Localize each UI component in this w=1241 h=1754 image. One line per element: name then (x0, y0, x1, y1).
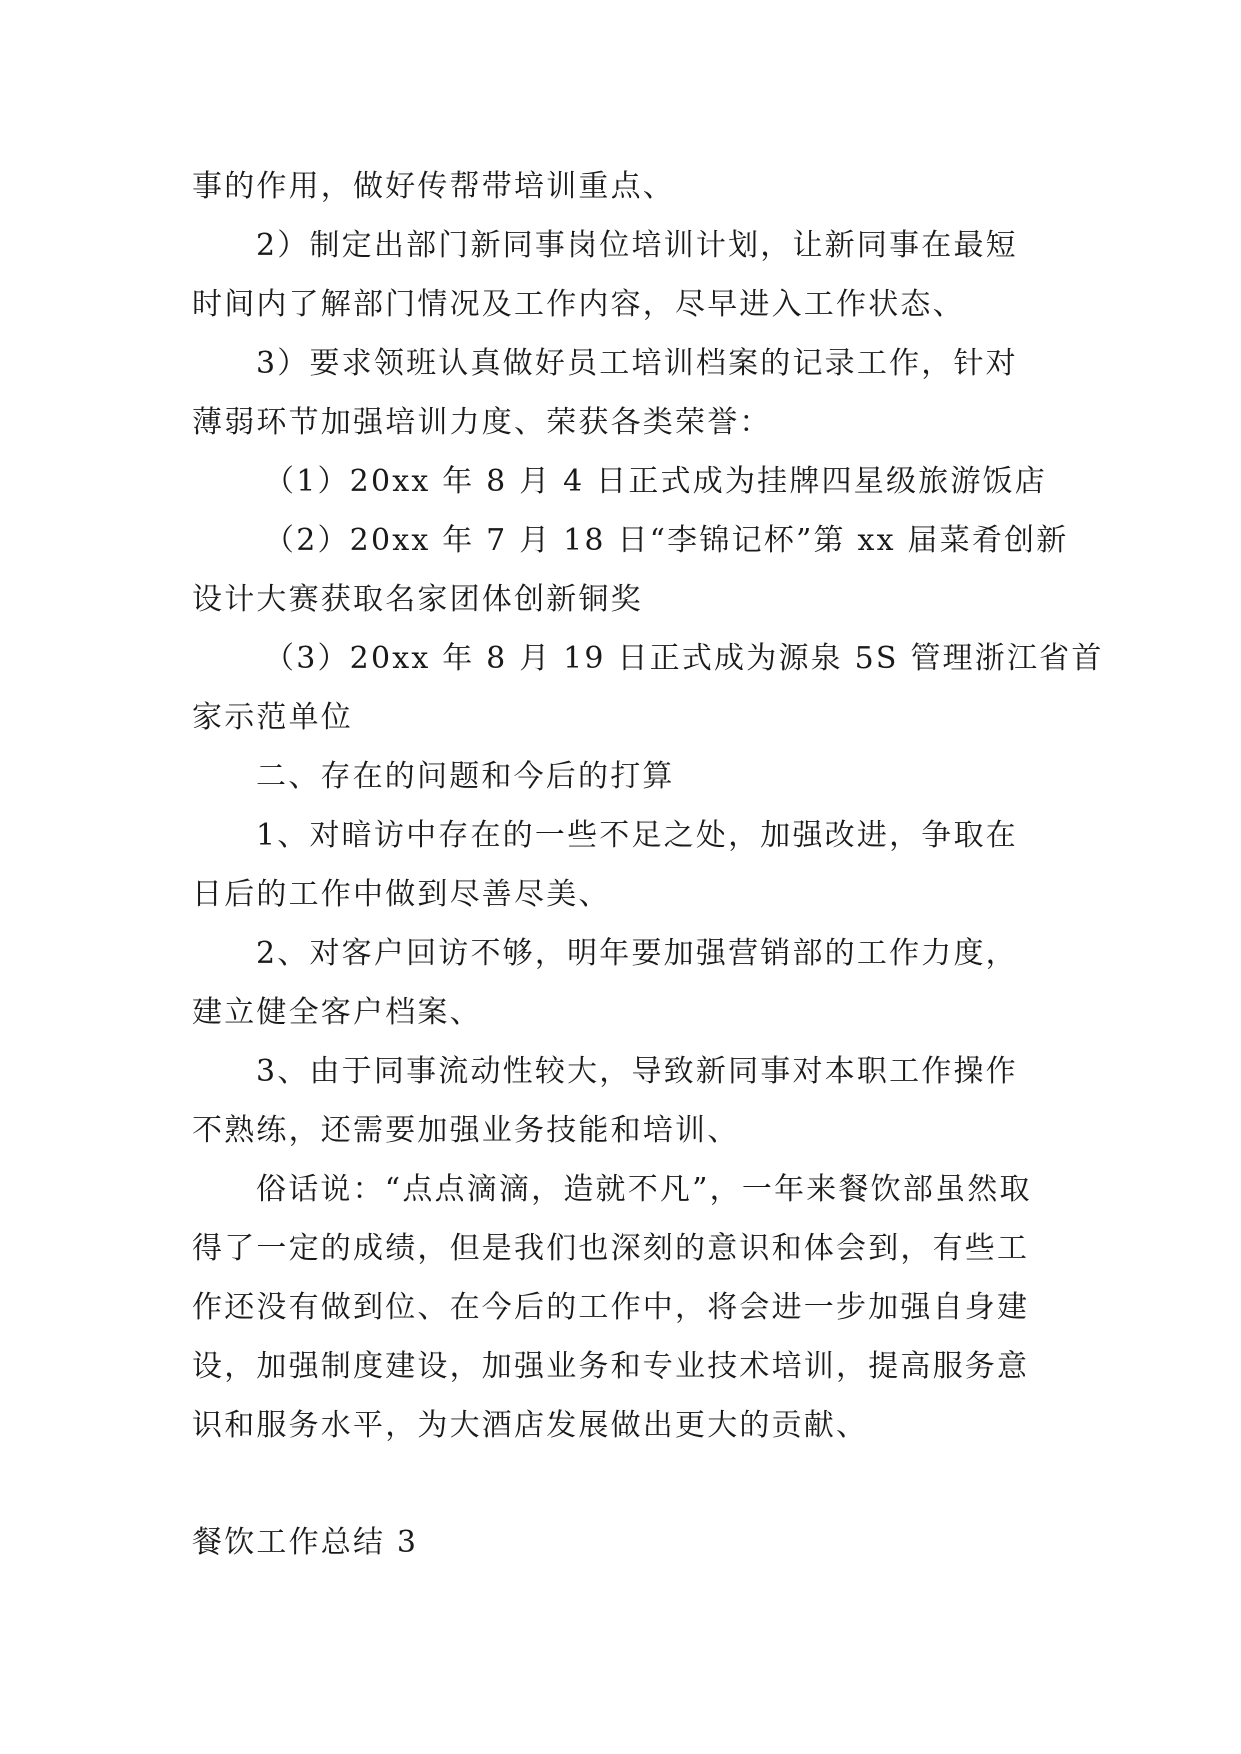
paragraph-line: 得了一定的成绩，但是我们也深刻的意识和体会到，有些工 (192, 1231, 1030, 1266)
paragraph-line: 设计大赛获取名家团体创新铜奖 (192, 582, 643, 617)
document-body (192, 157, 1104, 1572)
section-heading: 二、存在的问题和今后的打算 (256, 759, 675, 794)
paragraph-line: 2）制定出部门新同事岗位培训计划，让新同事在最短 (256, 228, 1018, 263)
paragraph-line: 作还没有做到位、在今后的工作中，将会进一步加强自身建 (192, 1290, 1030, 1325)
paragraph-line: 时间内了解部门情况及工作内容，尽早进入工作状态、 (192, 287, 965, 322)
section-title: 餐饮工作总结 3 (192, 1525, 419, 1560)
paragraph-line: 识和服务水平，为大酒店发展做出更大的贡献、 (192, 1408, 869, 1443)
paragraph-line: 不熟练，还需要加强业务技能和培训、 (192, 1113, 740, 1148)
paragraph-line: 建立健全客户档案、 (192, 995, 482, 1030)
paragraph-line: （2）20xx 年 7 月 18 日“李锦记杯”第 xx 届菜肴创新 (264, 523, 1069, 558)
paragraph-line: 俗话说：“点点滴滴，造就不凡”，一年来餐饮部虽然取 (256, 1172, 1032, 1207)
paragraph-line: 事的作用，做好传帮带培训重点、 (192, 169, 675, 204)
paragraph-line: 薄弱环节加强培训力度、荣获各类荣誉： (192, 405, 772, 440)
paragraph-line: 1、对暗访中存在的一些不足之处，加强改进，争取在 (256, 818, 1018, 853)
paragraph-line: 日后的工作中做到尽善尽美、 (192, 877, 611, 912)
paragraph-line: 家示范单位 (192, 700, 353, 735)
paragraph-line: （3）20xx 年 8 月 19 日正式成为源泉 5S 管理浙江省首 (264, 641, 1104, 676)
paragraph-line: 2、对客户回访不够，明年要加强营销部的工作力度， (256, 936, 1018, 971)
paragraph-line: 3、由于同事流动性较大，导致新同事对本职工作操作 (256, 1054, 1018, 1089)
paragraph-line: 3）要求领班认真做好员工培训档案的记录工作，针对 (256, 346, 1018, 381)
paragraph-line: （1）20xx 年 8 月 4 日正式成为挂牌四星级旅游饭店 (264, 464, 1047, 499)
paragraph-line: 设，加强制度建设，加强业务和专业技术培训，提高服务意 (192, 1349, 1030, 1384)
